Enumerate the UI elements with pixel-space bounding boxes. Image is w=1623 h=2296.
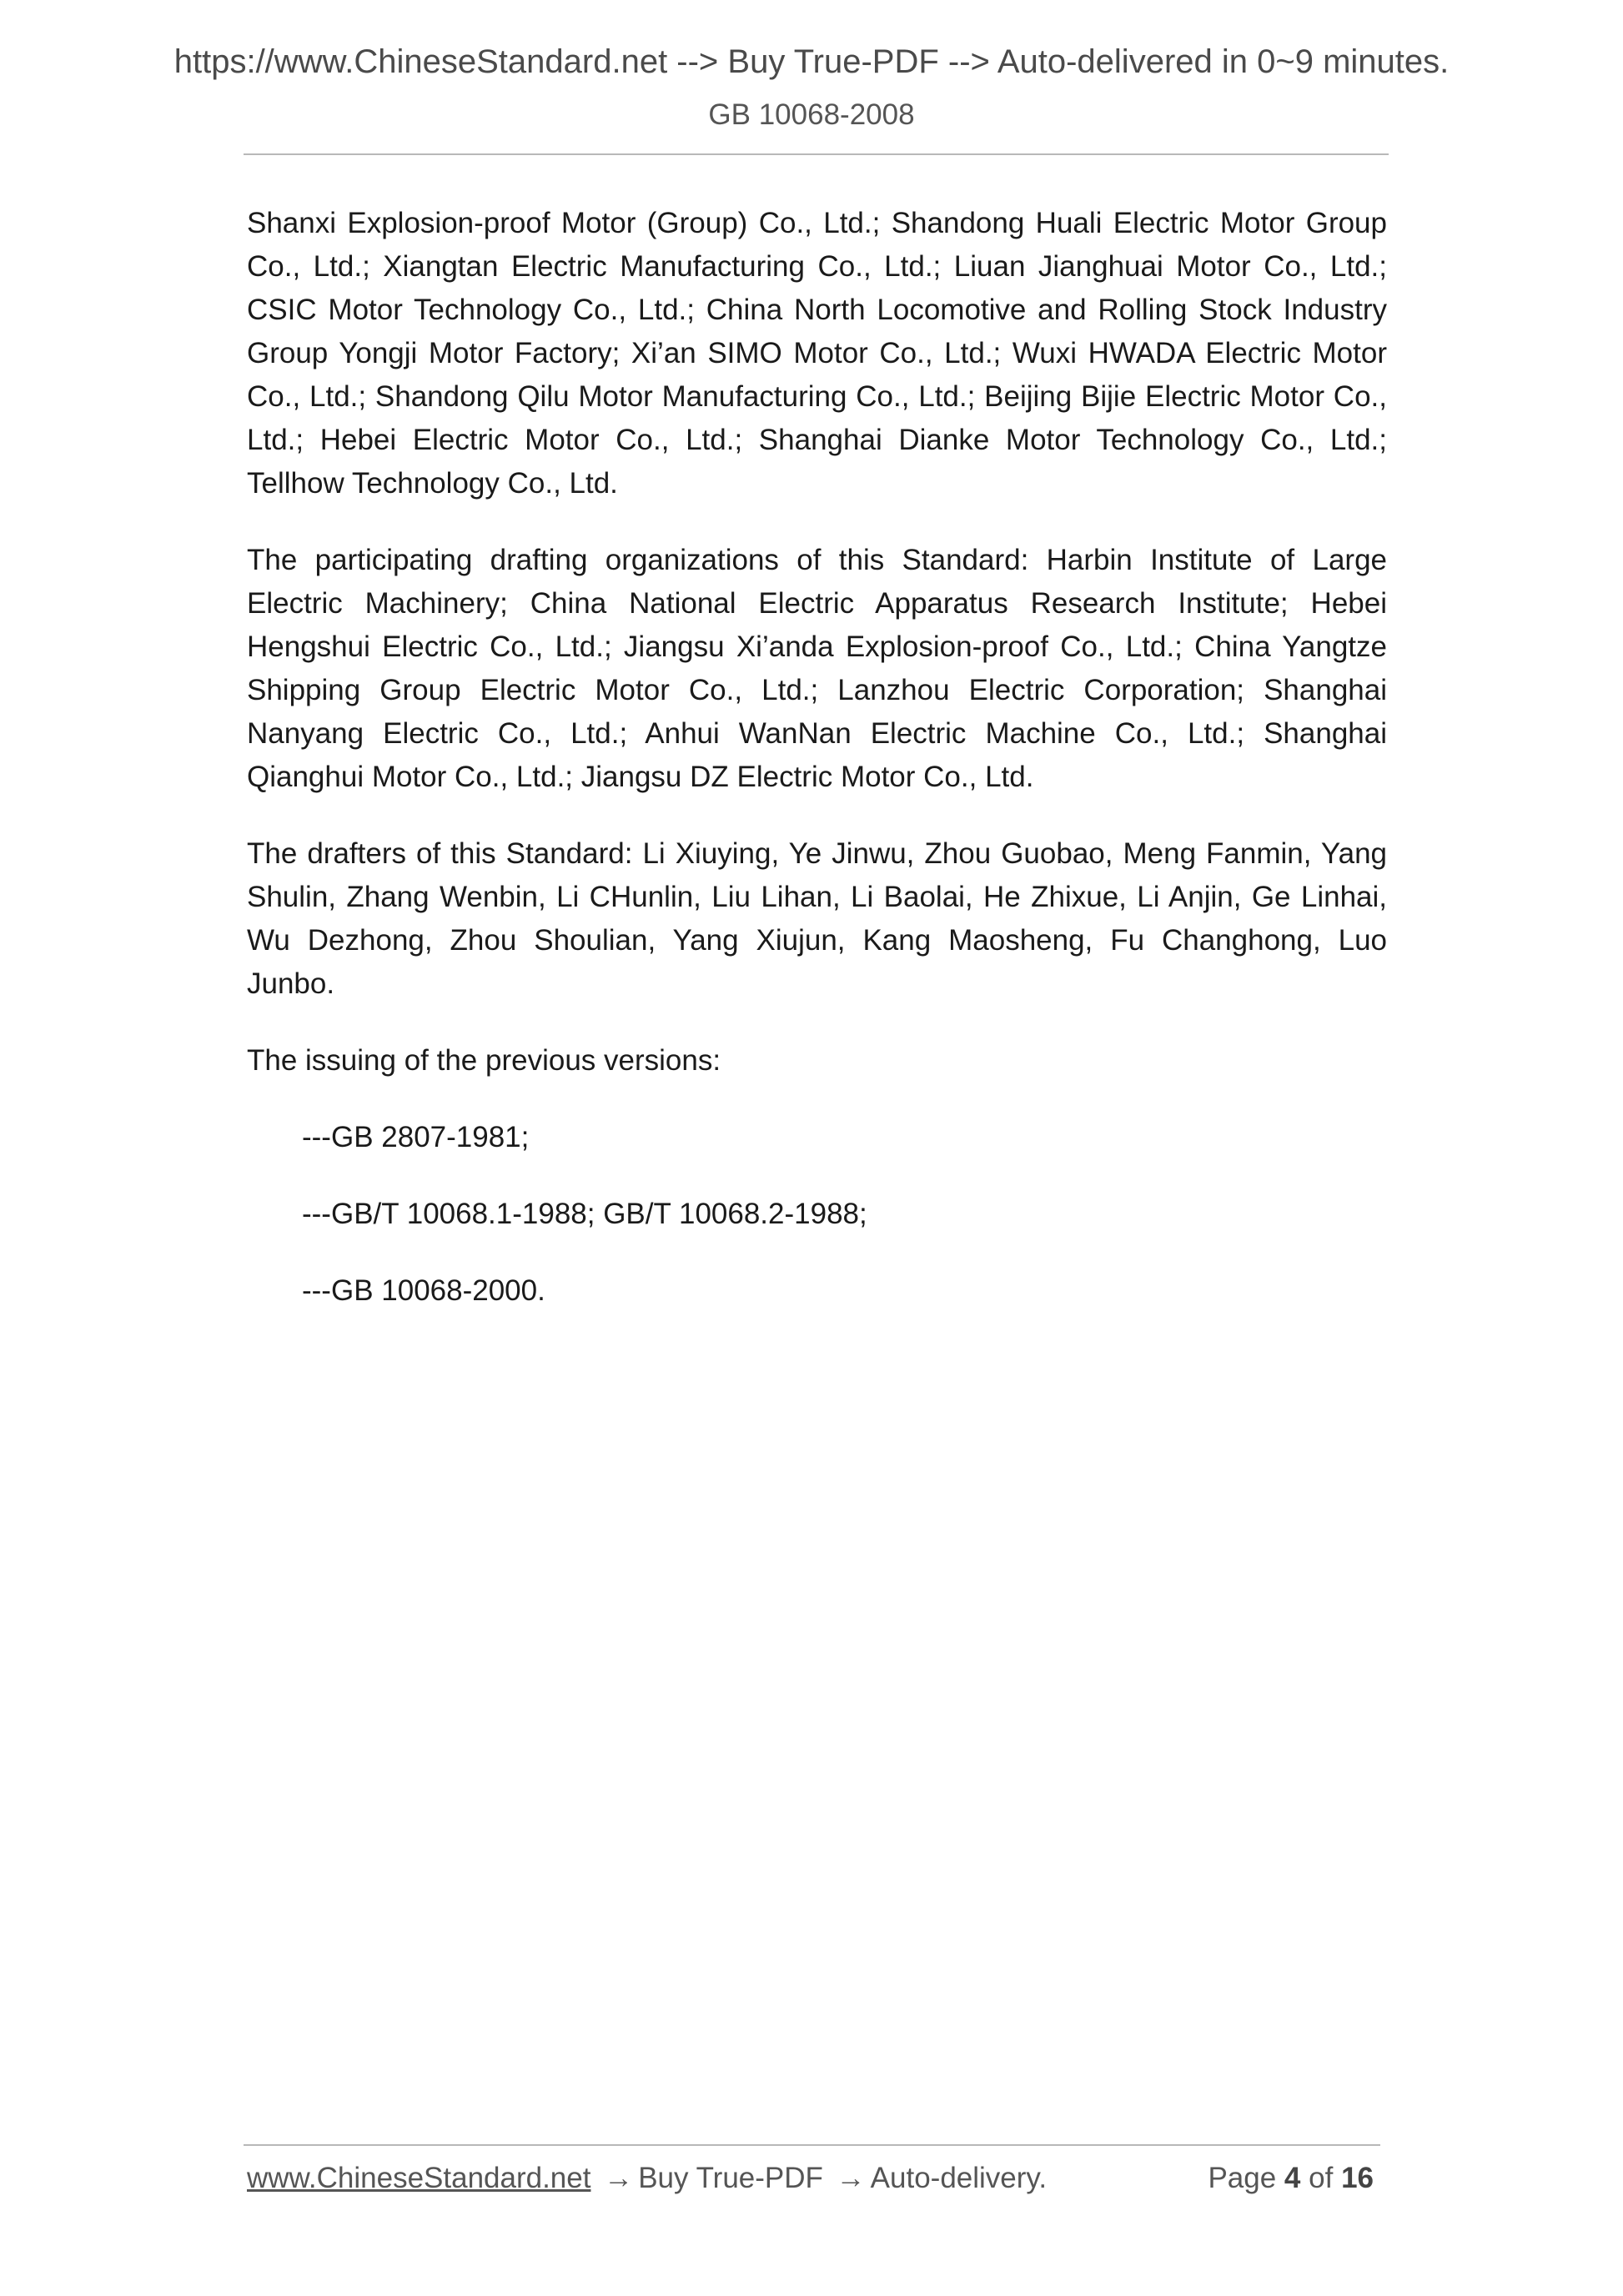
of-label: of <box>1309 2162 1334 2194</box>
buy-true-pdf-text: Buy True-PDF <box>638 2162 823 2194</box>
footer-promo <box>247 2162 1047 2195</box>
header-divider <box>244 153 1389 155</box>
page-indicator <box>1208 2162 1374 2195</box>
paragraph-participating-organizations: The participating drafting organizations of this Standard: Harbin Institute of Large Electric Machinery; China National Electric Apparatus Research Institute; Hebei Hengshui Electric Co., Ltd.; Jiangsu Xi’anda Explosion-proof Co., Ltd.; China Yangtze Shipping Group Electric Motor Co., Ltd.; Lanzhou Electric Corporation; Shanghai Nanyang Electric Co., Ltd.; Anhui WanNan Electric Machine Co., Ltd.; Shanghai Qianghui Motor Co., Ltd.; Jiangsu DZ Electric Motor Co., Ltd. <box>247 544 1387 793</box>
document-body <box>247 202 1387 1346</box>
previous-version-item: ---GB 10068-2000. <box>302 1274 545 1307</box>
total-pages: 16 <box>1341 2162 1374 2194</box>
footer-divider <box>244 2144 1380 2146</box>
arrow-right-icon: → <box>604 2162 634 2194</box>
previous-versions-heading: The issuing of the previous versions: <box>247 1044 721 1077</box>
paragraph-drafters: The drafters of this Standard: Li Xiuying, Ye Jinwu, Zhou Guobao, Meng Fanmin, Yang Shulin, Zhang Wenbin, Li CHunlin, Liu Lihan, Li Baolai, He Zhixue, Li Anjin, Ge Linhai, Wu Dezhong, Zhou Shoulian, Yang Xiujun, Kang Maosheng, Fu Changhong, Luo Junbo. <box>247 837 1387 1000</box>
site-link[interactable]: www.ChineseStandard.net <box>247 2162 591 2194</box>
standard-number: GB 10068-2008 <box>708 98 915 131</box>
previous-version-item: ---GB/T 10068.1-1988; GB/T 10068.2-1988; <box>302 1198 867 1230</box>
page-number: 4 <box>1284 2162 1301 2194</box>
header-banner: https://www.ChineseStandard.net --> Buy True-PDF --> Auto-delivered in 0~9 minutes. <box>173 43 1450 80</box>
auto-delivery-text: Auto-delivery. <box>870 2162 1048 2194</box>
page-footer <box>247 2162 1380 2208</box>
arrow-right-icon: → <box>836 2162 866 2194</box>
paragraph-drafting-organizations-continued: Shanxi Explosion-proof Motor (Group) Co., Ltd.; Shandong Huali Electric Motor Group Co., Ltd.; Xiangtan Electric Manufacturing Co., Ltd.; Liuan Jianghuai Motor Co., Ltd.; CSIC Motor Technology Co., Ltd.; China North Locomotive and Rolling Stock Industry Group Yongji Motor Factory; Xi’an SIMO Motor Co., Ltd.; Wuxi HWADA Electric Motor Co., Ltd.; Shandong Qilu Motor Manufacturing Co., Ltd.; Beijing Bijie Electric Motor Co., Ltd.; Hebei Electric Motor Co., Ltd.; Shanghai Dianke Motor Technology Co., Ltd.; Tellhow Technology Co., Ltd. <box>247 207 1387 500</box>
previous-version-item: ---GB 2807-1981; <box>302 1121 530 1153</box>
page-label: Page <box>1208 2162 1277 2194</box>
